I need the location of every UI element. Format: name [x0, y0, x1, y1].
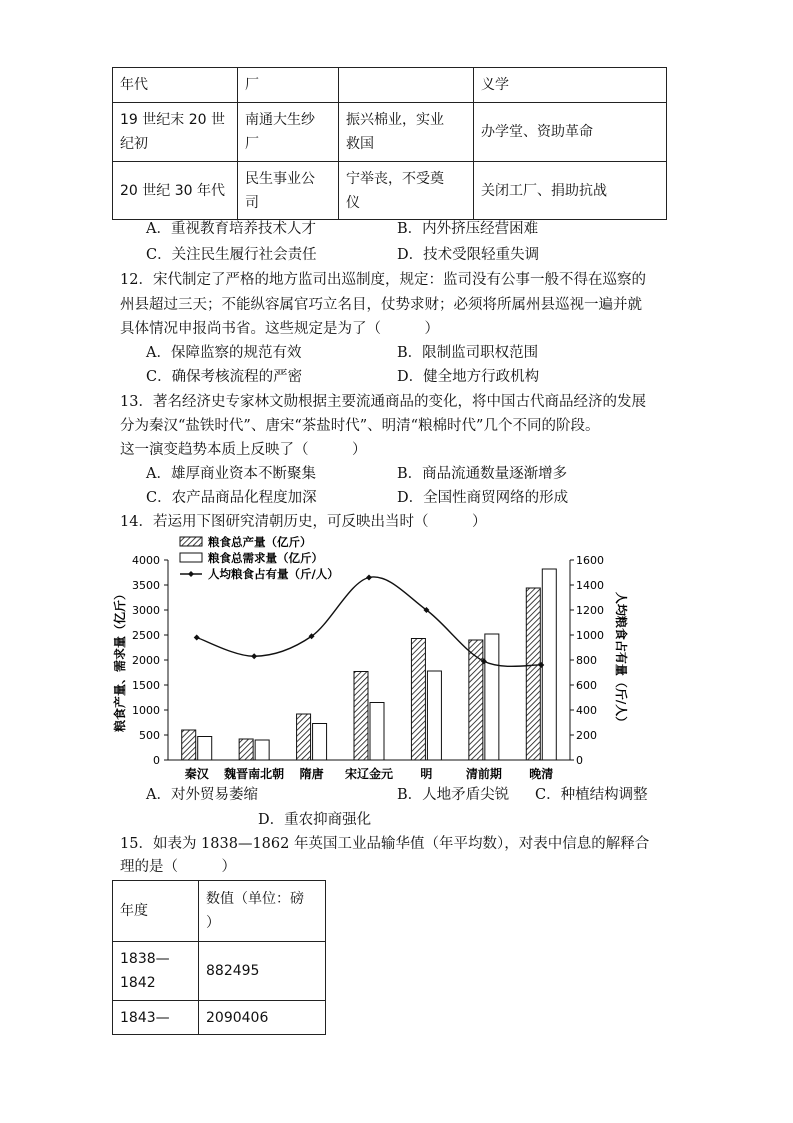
y-right-tick-label: 400	[576, 704, 597, 717]
y-right-tick-label: 1000	[576, 629, 604, 642]
bar-demand	[427, 671, 441, 760]
y-right-tick-label: 800	[576, 654, 597, 667]
y-tick-label: 2500	[132, 629, 160, 642]
bar-demand	[198, 737, 212, 761]
table-cell: 数值（单位：磅 ）	[199, 881, 326, 942]
bar-production	[239, 739, 253, 760]
q12-stem-line: 12．宋代制定了严格的地方监司出巡制度，规定：监司没有公事一般不得在巡察的	[120, 272, 646, 288]
bar-production	[411, 639, 425, 761]
table-row	[113, 103, 667, 162]
table-1	[112, 67, 667, 220]
table-cell: 1838— 1842	[113, 942, 199, 1001]
table-header-row	[113, 881, 326, 942]
q12-option-d: D．健全地方行政机构	[397, 369, 540, 385]
bar-production	[182, 730, 196, 760]
y-right-tick-label: 1200	[576, 604, 604, 617]
q11-option-a: A．重视教育培养技术人才	[146, 221, 316, 237]
q12-stem-line: 具体情况申报尚书省。这些规定是为了（ ）	[120, 321, 439, 337]
x-tick-label: 宋辽金元	[344, 767, 394, 781]
table-cell: 关闭工厂、捐助抗战	[474, 162, 667, 220]
table-2	[112, 880, 326, 1035]
table-cell: 19 世纪末 20 世 纪初	[113, 103, 238, 162]
q11-option-b: B．内外挤压经营困难	[397, 221, 539, 237]
q13-option-b: B．商品流通数量逐渐增多	[397, 466, 568, 482]
table-row	[113, 942, 326, 1001]
q12-stem-line: 州县超过三天；不能纵容属官巧立名目，仗势求财；必须将所属州县巡视一遍并就	[120, 297, 642, 313]
q14-option-c: C．种植结构调整	[535, 787, 648, 803]
y-tick-label: 3500	[132, 579, 160, 592]
table-cell: 民生事业公 司	[238, 162, 339, 220]
bar-demand	[370, 703, 384, 761]
per-capita-point	[251, 653, 257, 659]
q12-option-c: C．确保考核流程的严密	[146, 369, 303, 385]
q12-option-a: A．保障监察的规范有效	[146, 345, 302, 361]
table-cell: 厂	[238, 68, 339, 103]
x-tick-label: 魏晋南北朝	[224, 767, 285, 781]
legend-label-demand: 粮食总需求量（亿斤）	[208, 551, 323, 565]
q13-option-a: A．雄厚商业资本不断聚集	[146, 466, 316, 482]
x-tick-label: 明	[420, 767, 433, 781]
bar-production	[526, 588, 540, 760]
bar-demand	[542, 569, 556, 760]
table-cell: 年代	[113, 68, 238, 103]
table-cell: 义学	[474, 68, 667, 103]
table-row	[113, 1001, 326, 1035]
bar-demand	[313, 724, 327, 761]
table-header-row	[113, 68, 667, 103]
q12-option-b: B．限制监司职权范围	[397, 345, 539, 361]
y-tick-label: 1500	[132, 679, 160, 692]
grain-chart	[110, 532, 630, 784]
bar-production	[354, 672, 368, 761]
bar-demand	[255, 740, 269, 760]
q13-option-c: C．农产品商品化程度加深	[146, 490, 317, 506]
legend-marker-per-capita	[188, 571, 194, 577]
table-cell: 1843—	[113, 1001, 199, 1035]
q13-stem-line: 分为秦汉“盐铁时代”、唐宋“茶盐时代”、明清“粮棉时代”几个不同的阶段。	[120, 418, 600, 434]
x-tick-label: 晚清	[529, 767, 554, 781]
table-cell: 882495	[199, 942, 326, 1001]
q14-option-b: B．人地矛盾尖锐	[397, 787, 510, 803]
y-tick-label: 4000	[132, 554, 160, 567]
table-cell: 20 世纪 30 年代	[113, 162, 238, 220]
bar-production	[297, 714, 311, 760]
q15-stem-line: 15．如表为 1838—1862 年英国工业品输华值（年平均数），对表中信息的解释合	[120, 836, 650, 852]
per-capita-point	[194, 635, 200, 641]
x-tick-label: 隋唐	[299, 767, 324, 781]
y-right-tick-label: 600	[576, 679, 597, 692]
y-axis-title: 粮食产量、需求量（亿斤）	[113, 587, 127, 733]
table-cell: 南通大生纱 厂	[238, 103, 339, 162]
legend-label-production: 粮食总产量（亿斤）	[208, 535, 312, 549]
y-tick-label: 500	[139, 729, 160, 742]
table-cell	[339, 68, 474, 103]
x-tick-label: 秦汉	[184, 767, 209, 781]
legend-swatch-demand	[180, 553, 202, 562]
table-cell: 宁举丧，不受奠 仪	[339, 162, 474, 220]
table-row	[113, 162, 667, 220]
q11-option-c: C．关注民生履行社会责任	[146, 247, 317, 263]
q14-option-d: D．重农抑商强化	[258, 812, 372, 828]
bar-production	[469, 640, 483, 760]
y-right-tick-label: 1600	[576, 554, 604, 567]
table-cell: 年度	[113, 881, 199, 942]
y-tick-label: 3000	[132, 604, 160, 617]
legend-swatch-production	[180, 537, 202, 546]
table-cell: 2090406	[199, 1001, 326, 1035]
bar-demand	[485, 634, 499, 760]
q13-stem-line: 这一演变趋势本质上反映了（ ）	[120, 442, 367, 458]
q13-stem-line: 13．著名经济史专家林文勋根据主要流通商品的变化，将中国古代商品经济的发展	[120, 394, 646, 410]
q11-option-d: D．技术受限轻重失调	[397, 247, 540, 263]
q13-option-d: D．全国性商贸网络的形成	[397, 490, 569, 506]
y-tick-label: 1000	[132, 704, 160, 717]
y-tick-label: 2000	[132, 654, 160, 667]
legend-label-per-capita: 人均粮食占有量（斤/人）	[208, 567, 339, 581]
x-tick-label: 清前期	[465, 767, 502, 781]
y-right-tick-label: 0	[576, 754, 583, 767]
y-tick-label: 0	[153, 754, 160, 767]
q14-stem: 14．若运用下图研究清朝历史，可反映出当时（ ）	[120, 514, 487, 530]
per-capita-point	[366, 575, 372, 581]
q15-stem-line: 理的是（ ）	[120, 859, 236, 875]
y-right-tick-label: 1400	[576, 579, 604, 592]
table-cell: 振兴棉业，实业 救国	[339, 103, 474, 162]
y-right-tick-label: 200	[576, 729, 597, 742]
q14-option-a: A．对外贸易萎缩	[146, 787, 258, 803]
table-cell: 办学堂、资助革命	[474, 103, 667, 162]
y-right-axis-title: 人均粮食占有量（斤/人）	[614, 591, 628, 729]
